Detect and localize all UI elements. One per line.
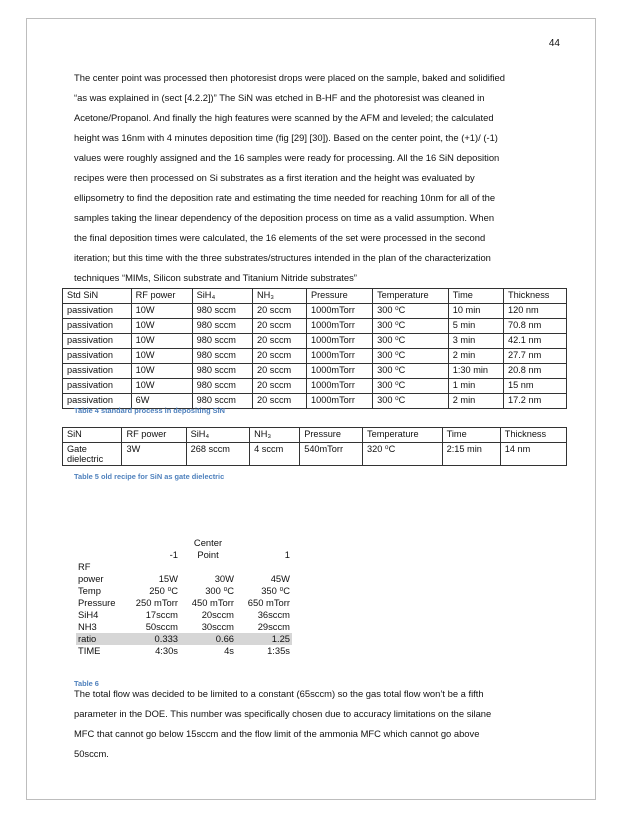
table-cell: 10W xyxy=(131,349,192,364)
intro-line: the final deposition times were calculated, the 16 elements of the set were processed in the second xyxy=(74,232,486,243)
table-cell: 10W xyxy=(131,364,192,379)
header-cell: Thickness xyxy=(500,428,566,443)
table-cell: 250 mTorr xyxy=(135,597,178,608)
table-cell: 15W xyxy=(158,573,178,584)
table-cell: 45W xyxy=(270,573,290,584)
table-row xyxy=(76,633,292,645)
intro-line: “as was explained in (sect [4.2.2])” The SiN was etched in B-HF and the photoresist was cleaned in xyxy=(74,92,485,103)
table-cell: power xyxy=(78,573,104,584)
intro-line: Acetone/Propanol. And finally the high features were scanned by the AFM and leveled; the calculated xyxy=(74,112,494,123)
dielectric-label: dielectric xyxy=(67,454,104,464)
table-row xyxy=(63,304,567,319)
table-cell: 20.8 nm xyxy=(504,364,567,379)
table-row xyxy=(76,537,292,549)
table-cell: 27.7 nm xyxy=(504,349,567,364)
table-row xyxy=(76,609,292,621)
intro-line: height was 16nm with 4 minutes deposition time (fig [29] [30]). Based on the center point, the (+1)/ (-1) xyxy=(74,132,498,143)
table-cell: 10W xyxy=(131,379,192,394)
table-cell: 980 sccm xyxy=(192,349,252,364)
table-cell: 20 sccm xyxy=(253,304,307,319)
table-cell: 1 min xyxy=(448,379,503,394)
header-cell xyxy=(76,549,124,561)
table-cell: 1000mTorr xyxy=(306,364,372,379)
table-cell: 10W xyxy=(131,334,192,349)
table-cell: 0.333 xyxy=(124,633,180,645)
table-cell: 650 mTorr xyxy=(247,597,290,608)
table-cell: 17.2 nm xyxy=(504,394,567,409)
intro-line: values were roughly assigned and the 16 samples were ready for processing. All the 16 SiN deposition xyxy=(74,152,500,163)
table-row xyxy=(63,334,567,349)
header-cell: NH₃ xyxy=(253,289,307,304)
table-row xyxy=(76,573,292,585)
table-cell: 540mTorr xyxy=(300,443,363,466)
table-cell: 980 sccm xyxy=(192,334,252,349)
table-cell: ratio xyxy=(76,633,124,645)
table-cell: passivation xyxy=(63,349,132,364)
table-cell: 20 sccm xyxy=(253,394,307,409)
table-cell: 4:30s xyxy=(155,645,178,656)
table-row xyxy=(76,585,292,597)
table-cell xyxy=(63,443,122,466)
table-5-caption: Table 5 old recipe for SiN as gate dielectric xyxy=(74,472,225,481)
intro-line: iteration; but this time with the three substrates/structures intended in the plan of the characterization xyxy=(74,252,491,263)
closing-line: parameter in the DOE. This number was specifically chosen due to accuracy limitations on the silane xyxy=(74,708,492,719)
header-cell: 1 xyxy=(284,549,290,560)
table-6-doe xyxy=(76,537,292,657)
table-cell: 20 sccm xyxy=(253,349,307,364)
table-cell: 10W xyxy=(131,304,192,319)
table-cell: 36sccm xyxy=(257,609,290,620)
table-cell: 300 ⁰C xyxy=(373,379,449,394)
table-cell: passivation xyxy=(63,394,132,409)
table-header-row xyxy=(63,428,567,443)
table-cell: 20 sccm xyxy=(253,364,307,379)
intro-line: recipes were then processed on Si substrates as a first iteration and the height was evaluated by xyxy=(74,172,475,183)
table-cell: 3W xyxy=(122,443,186,466)
table-cell: 2 min xyxy=(448,349,503,364)
table-cell: passivation xyxy=(63,379,132,394)
table-cell: NH3 xyxy=(78,621,97,632)
table-6-caption: Table 6 xyxy=(74,679,99,688)
header-cell: Time xyxy=(448,289,503,304)
table-cell: 120 nm xyxy=(504,304,567,319)
header-cell: -1 xyxy=(169,549,178,560)
table-cell: passivation xyxy=(63,304,132,319)
table-cell: 1000mTorr xyxy=(306,394,372,409)
table-cell: 300 ⁰C xyxy=(373,319,449,334)
header-cell: RF power xyxy=(131,289,192,304)
table-row xyxy=(76,597,292,609)
table-cell: 4 sccm xyxy=(250,443,300,466)
table-cell: 1:30 min xyxy=(448,364,503,379)
table-cell: 29sccm xyxy=(257,621,290,632)
header-cell: Center xyxy=(193,537,223,548)
table-cell: 20 sccm xyxy=(253,379,307,394)
table-cell: 300 ⁰C xyxy=(373,334,449,349)
header-cell: Time xyxy=(442,428,500,443)
header-cell: RF power xyxy=(122,428,186,443)
table-row xyxy=(63,349,567,364)
table-cell: Temp xyxy=(78,585,101,596)
table-cell: 450 mTorr xyxy=(191,597,234,608)
table-cell: 20sccm xyxy=(201,609,234,620)
table-cell xyxy=(124,561,180,573)
header-cell: SiH₄ xyxy=(192,289,252,304)
gate-label: Gate xyxy=(67,444,87,454)
table-row xyxy=(76,561,292,573)
header-cell: Point xyxy=(197,549,219,560)
table-cell: 3 min xyxy=(448,334,503,349)
header-cell: NH₃ xyxy=(250,428,300,443)
header-cell: SiN xyxy=(63,428,122,443)
table-cell: TIME xyxy=(78,645,101,656)
table-cell: 300 ⁰C xyxy=(373,349,449,364)
header-cell: Temperature xyxy=(363,428,443,443)
intro-line: The center point was processed then photoresist drops were placed on the sample, baked and solidified xyxy=(74,72,505,83)
intro-line: techniques “MIMs, Silicon substrate and Titanium Nitride substrates” xyxy=(74,272,357,283)
table-cell: SiH4 xyxy=(78,609,99,620)
table-row xyxy=(76,621,292,633)
table-row xyxy=(76,645,292,657)
table-cell: 10W xyxy=(131,319,192,334)
table-cell: passivation xyxy=(63,364,132,379)
table-cell: 30W xyxy=(214,573,234,584)
table-cell: 268 sccm xyxy=(186,443,250,466)
intro-paragraph xyxy=(74,68,566,288)
table-cell: 1.25 xyxy=(236,633,292,645)
table-cell: 980 sccm xyxy=(192,319,252,334)
table-row xyxy=(63,364,567,379)
table-cell: 300 ⁰C xyxy=(373,364,449,379)
table-cell: 250 ⁰C xyxy=(149,585,178,596)
table-cell: 20 sccm xyxy=(253,334,307,349)
table-row xyxy=(63,319,567,334)
table-cell: Pressure xyxy=(78,597,116,608)
table-header-row xyxy=(76,549,292,561)
table-cell: 350 ⁰C xyxy=(261,585,290,596)
table-cell: 14 nm xyxy=(500,443,566,466)
table-4-standard-process xyxy=(62,288,567,409)
table-header-row xyxy=(63,289,567,304)
table-cell: 1000mTorr xyxy=(306,319,372,334)
table-cell: 10 min xyxy=(448,304,503,319)
table-cell: 1:35s xyxy=(267,645,290,656)
table-cell: 300 ⁰C xyxy=(373,304,449,319)
table-cell: 4s xyxy=(224,645,234,656)
header-cell: SiH₄ xyxy=(186,428,250,443)
closing-line: 50sccm. xyxy=(74,748,109,759)
table-cell: 2:15 min xyxy=(442,443,500,466)
table-cell: 50sccm xyxy=(145,621,178,632)
table-cell: 300 ⁰C xyxy=(373,394,449,409)
header-cell: Pressure xyxy=(306,289,372,304)
table-4-caption: Table 4 standard process in depositing SiN xyxy=(74,406,225,415)
table-cell: 0.66 xyxy=(180,633,236,645)
table-cell: 5 min xyxy=(448,319,503,334)
table-cell: 980 sccm xyxy=(192,379,252,394)
table-cell xyxy=(180,561,236,573)
closing-paragraph xyxy=(74,684,566,764)
table-cell: 980 sccm xyxy=(192,364,252,379)
table-cell: 1000mTorr xyxy=(306,334,372,349)
table-cell: RF xyxy=(78,561,91,572)
table-cell: 30sccm xyxy=(201,621,234,632)
table-row xyxy=(63,443,567,466)
closing-line: The total flow was decided to be limited to a constant (65sccm) so the gas total flow won’t be a fifth xyxy=(74,688,484,699)
table-cell: 17sccm xyxy=(145,609,178,620)
table-cell: 1000mTorr xyxy=(306,379,372,394)
table-row xyxy=(63,379,567,394)
table-cell: 15 nm xyxy=(504,379,567,394)
table-cell: 980 sccm xyxy=(192,304,252,319)
table-cell: 20 sccm xyxy=(253,319,307,334)
table-cell: 1000mTorr xyxy=(306,349,372,364)
header-cell: Temperature xyxy=(373,289,449,304)
closing-line: MFC that cannot go below 15sccm and the flow limit of the ammonia MFC which cannot go above xyxy=(74,728,480,739)
table-cell: 320 ⁰C xyxy=(363,443,443,466)
table-cell: 2 min xyxy=(448,394,503,409)
page-number: 44 xyxy=(548,38,560,49)
header-cell: Thickness xyxy=(504,289,567,304)
table-cell: passivation xyxy=(63,334,132,349)
table-5-gate-dielectric xyxy=(62,427,567,466)
header-cell: Std SiN xyxy=(63,289,132,304)
intro-line: samples taking the linear dependency of the deposition process on time as a valid assumption. When xyxy=(74,212,495,223)
table-cell: 42.1 nm xyxy=(504,334,567,349)
table-cell xyxy=(236,561,292,573)
table-cell: 70.8 nm xyxy=(504,319,567,334)
table-cell: 980 sccm xyxy=(192,394,252,409)
table-cell: passivation xyxy=(63,319,132,334)
intro-line: ellipsometry to find the deposition rate and estimating the time needed for reaching 10nm for all of the xyxy=(74,192,496,203)
table-cell: 300 ⁰C xyxy=(205,585,234,596)
table-cell: 6W xyxy=(131,394,192,409)
header-cell: Pressure xyxy=(300,428,363,443)
table-cell: 1000mTorr xyxy=(306,304,372,319)
